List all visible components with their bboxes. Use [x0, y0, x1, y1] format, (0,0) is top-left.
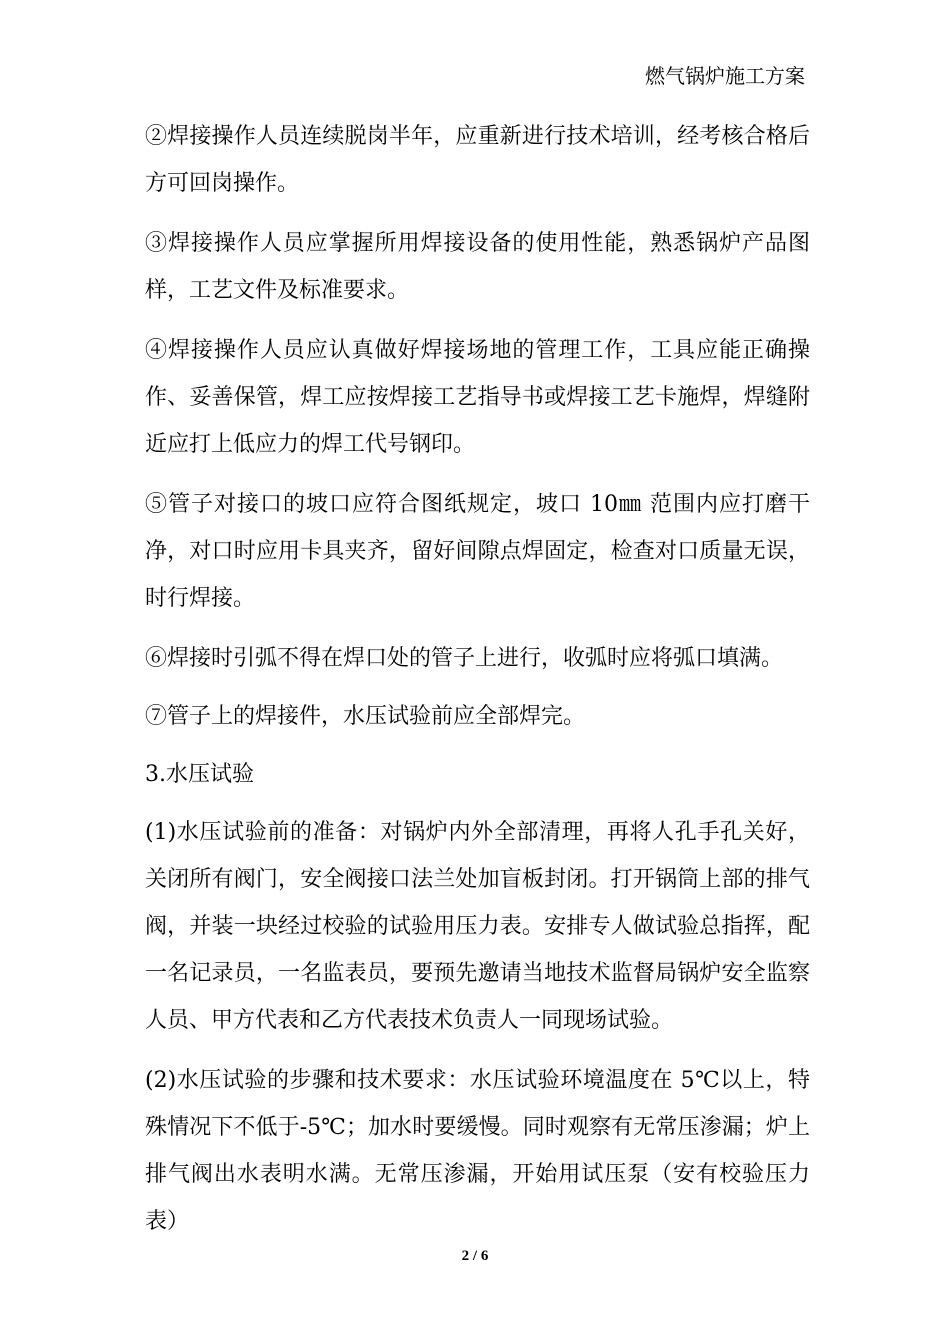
paragraph-item-7: ⑦管子上的焊接件，水压试验前应全部焊完。: [145, 704, 586, 729]
paragraph-item-6: ⑥焊接时引弧不得在焊口处的管子上进行，收弧时应将弧口填满。: [145, 646, 784, 671]
page-number: 2 / 6: [461, 1248, 489, 1264]
running-header: 燃气锅炉施工方案: [645, 64, 805, 88]
section-heading-hydro-test: 3.水压试验: [145, 762, 254, 787]
paragraph-item-4: ④焊接操作人员应认真做好焊接场地的管理工作，工具应能正确操作、妥善保管，焊工应按焊接工艺指导书或焊接工艺卡施焊，焊缝附近应打上低应力的焊工代号钢印。: [145, 338, 810, 457]
paragraph-item-5: ⑤管子对接口的坡口应符合图纸规定，坡口 10㎜ 范围内应打磨干净，对口时应用卡具夹齐，留好间隙点焊固定，检查对口质量无误，时行焊接。: [145, 492, 810, 611]
paragraph-item-2: ②焊接操作人员连续脱岗半年，应重新进行技术培训，经考核合格后方可回岗操作。: [145, 124, 810, 196]
paragraph-hydro-test-preparation: (1)水压试验前的准备：对锅炉内外全部清理，再将人孔手孔关好，关闭所有阀门，安全阀接口法兰处加盲板封闭。打开锅筒上部的排气阀，并装一块经过校验的试验用压力表。安排专人做试验总指挥，配一名记录员，一名监表员，要预先邀请当地技术监督局锅炉安全监察人员、甲方代表和乙方代表技术负责人一同现场试验。: [145, 820, 810, 1033]
paragraph-hydro-test-steps: (2)水压试验的步骤和技术要求：水压试验环境温度在 5℃以上，特殊情况下不低于-5℃；加水时要缓慢。同时观察有无常压渗漏；炉上排气阀出水表明水满。无常压渗漏，开始用试压泵（安有校验压力表）: [145, 1068, 810, 1234]
paragraph-item-3: ③焊接操作人员应掌握所用焊接设备的使用性能，熟悉锅炉产品图样，工艺文件及标准要求。: [145, 231, 810, 303]
document-body: [145, 113, 810, 1258]
